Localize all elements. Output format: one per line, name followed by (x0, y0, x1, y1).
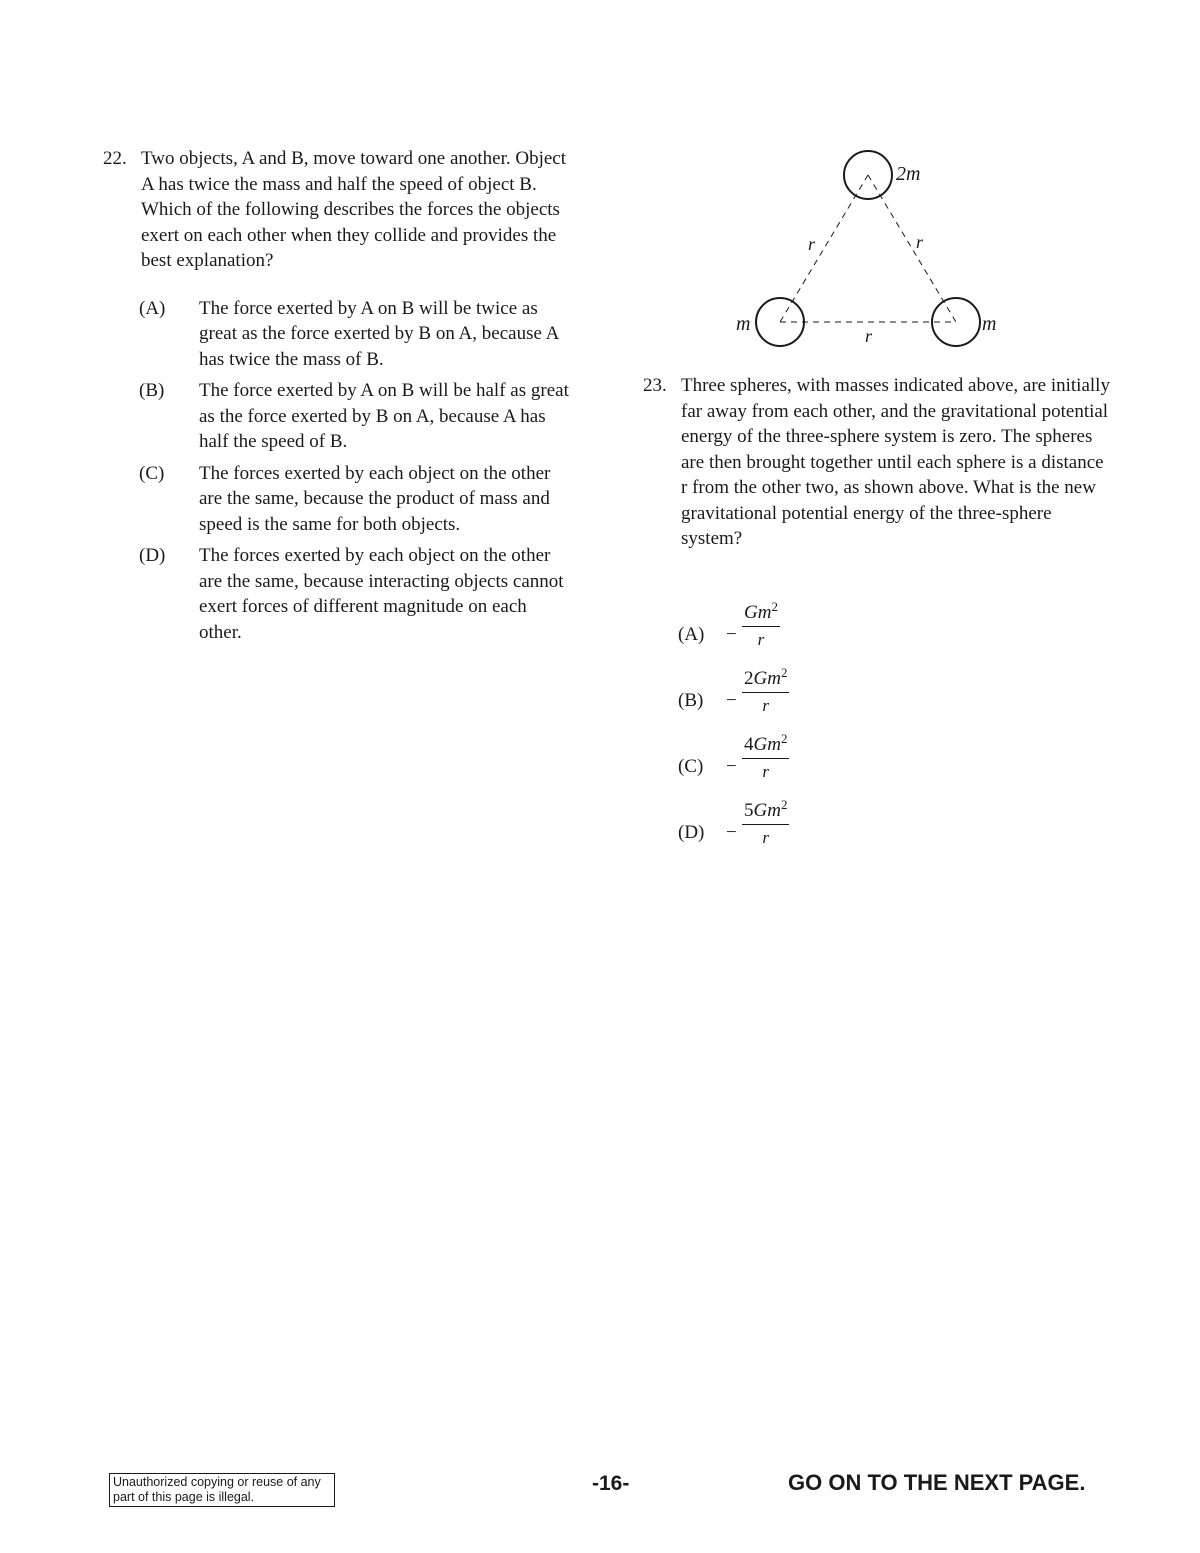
numerator-expression: Gm (753, 800, 781, 821)
choice-letter: (A) (139, 297, 166, 319)
fraction-denominator: r (762, 762, 770, 781)
answer-choice-d[interactable] (678, 798, 878, 858)
answer-choice-b[interactable] (678, 666, 878, 726)
dashed-line-left (780, 175, 868, 322)
exponent: 2 (780, 665, 788, 680)
fraction (742, 798, 789, 851)
page-number: -16- (592, 1472, 630, 1495)
exponent: 2 (780, 731, 788, 746)
fraction-numerator (742, 666, 789, 693)
choice-letter: (C) (139, 462, 165, 484)
copyright-notice: Unauthorized copying or reuse of any part of this page is illegal. (109, 1473, 335, 1507)
coefficient: 5 (744, 800, 754, 821)
choice-letter: (B) (678, 690, 704, 711)
question-number: 22. (103, 148, 127, 169)
label-left-mass: m (736, 313, 751, 335)
fraction-denominator: r (762, 828, 770, 847)
next-page-instruction: GO ON TO THE NEXT PAGE. (788, 1470, 1086, 1495)
answer-choice-d[interactable] (139, 543, 573, 645)
choice-text: The forces exerted by each object on the other are the same, because the product of mass and speed is the same for both objects. (199, 462, 551, 535)
choice-text: The force exerted by A on B will be half as great as the force exerted by B on A, because A has half the speed of B. (199, 380, 569, 452)
question-stem: Three spheres, with masses indicated above, are initially far away from each other, and the gravitational potential energy of the three-sphere system is zero. The spheres are then brought together until each sphere is a distance r from the other two, as shown above. What is the new gravitational potential energy of the three-sphere system? (681, 375, 1110, 549)
choice-text: The force exerted by A on B will be twice as great as the force exerted by B on A, because A has twice the mass of B. (199, 297, 559, 370)
coefficient: 2 (744, 668, 754, 689)
numerator-expression: Gm (753, 734, 781, 755)
minus-sign: − (726, 822, 737, 843)
choice-letter: (B) (139, 380, 165, 401)
answer-choice-c[interactable] (678, 732, 878, 792)
fraction-numerator (742, 798, 789, 825)
answer-choice-a[interactable] (139, 296, 573, 373)
answer-choice-b[interactable] (139, 378, 573, 455)
label-distance-left: r (808, 234, 816, 254)
three-spheres-diagram (730, 140, 1030, 360)
dashed-line-right (868, 175, 956, 322)
question-23 (643, 373, 1113, 552)
answer-choices (139, 296, 573, 646)
fraction-denominator: r (757, 630, 765, 649)
fraction (742, 600, 780, 653)
choice-letter: (D) (678, 822, 705, 843)
question-number: 23. (643, 375, 667, 396)
label-top-mass: 2m (896, 163, 921, 185)
question-22 (103, 146, 573, 651)
question-stem: Two objects, A and B, move toward one another. Object A has twice the mass and half the speed of object B. Which of the following describes the forces the objects exert on each other when they collide and provides the best explanation? (141, 148, 567, 271)
label-right-mass: m (982, 313, 997, 335)
fraction-numerator (742, 600, 780, 627)
fraction-denominator: r (762, 696, 770, 715)
choice-letter: (D) (139, 545, 166, 566)
numerator-expression: Gm (744, 602, 772, 623)
label-distance-right: r (916, 232, 924, 252)
fraction (742, 666, 789, 719)
fraction-numerator (742, 732, 789, 759)
minus-sign: − (726, 756, 737, 777)
answer-choice-a[interactable] (678, 600, 878, 660)
numerator-expression: Gm (753, 668, 781, 689)
minus-sign: − (726, 690, 737, 711)
label-distance-bottom: r (865, 326, 873, 346)
answer-choice-c[interactable] (139, 461, 573, 538)
choice-text: The forces exerted by each object on the other are the same, because interacting objects cannot exert forces of different magnitude on each other. (199, 545, 564, 643)
fraction (742, 732, 789, 785)
choice-letter: (A) (678, 624, 705, 645)
minus-sign: − (726, 624, 737, 645)
exponent: 2 (771, 599, 778, 614)
choice-letter: (C) (678, 756, 704, 777)
exponent: 2 (780, 797, 788, 812)
coefficient: 4 (744, 734, 754, 755)
